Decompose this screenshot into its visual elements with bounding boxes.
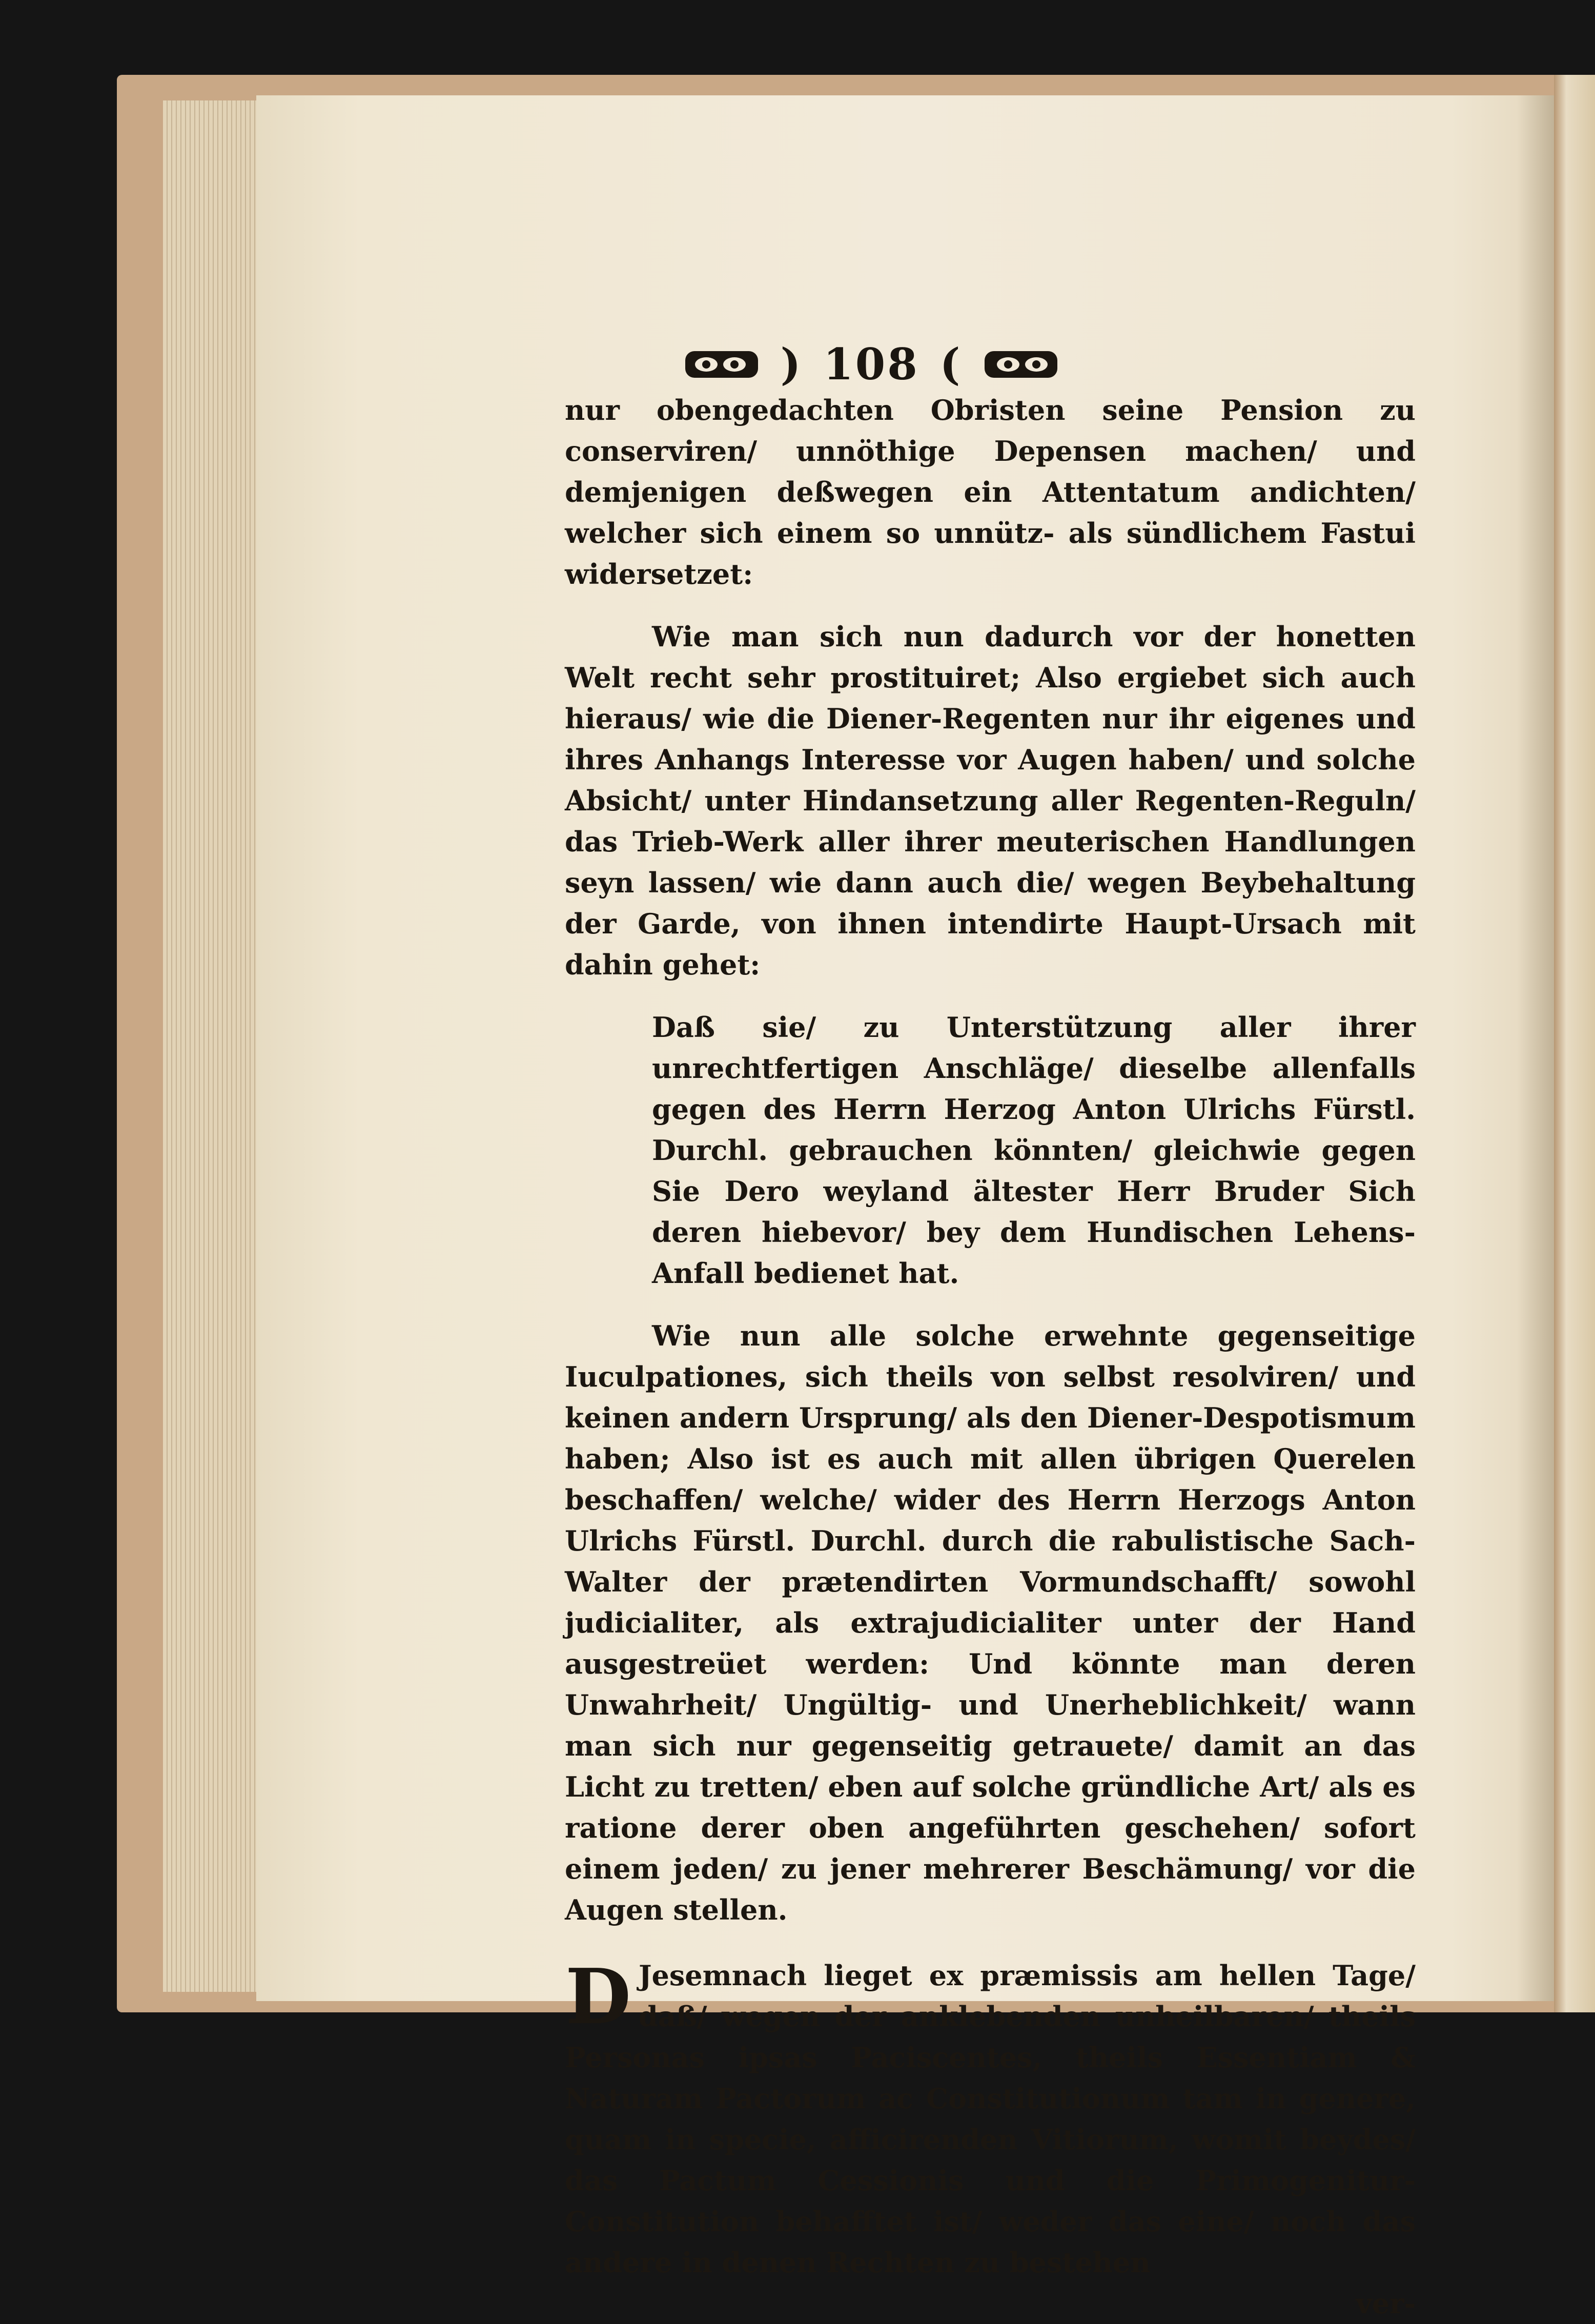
right-ornament-icon [983,346,1059,382]
page-header [564,333,1179,395]
left-ornament-icon [683,346,760,382]
header-paren-right: ( [939,338,963,390]
catchword: ver- [1356,2287,1416,2320]
header-paren-left: ) [780,338,803,390]
paragraph-3: Daß sie/ zu Unterstützung aller ihrer unrechtfertigen Anschläge/ dieselbe allenfalls gegen des Herrn Herzog Anton Ulrichs Fürstl. Durchl. gebrauchen könnten/ gleichwie gegen Sie Dero weyland ältester Herr Bruder Sich deren hiebevor/ bey dem Hundischen Lehens-Anfall bedienet hat. [652,1011,1416,1290]
paragraph-4: Wie nun alle solche erwehnte gegenseitige Iuculpationes, sich theils von selbst resolviren/ und keinen andern Ursprung/ als den Diener-Despotismum haben; Also ist es auch mit allen übrigen Querelen beschaffen/ welche/ wider des Herrn Herzogs Anton Ulrichs Fürstl. Durchl. durch die rabulistische Sach-Walter der prætendirten Vormundschafft/ sowohl judicialiter, als extrajudicialiter unter der Hand ausgestreüet werden: Und könnte man deren Unwahrheit/ Ungültig- und Unerheblichkeit/ wann man sich nur gegenseitig getrauete/ damit an das Licht zu tretten/ eben auf solche gründliche Art/ als es ratione derer oben angeführten geschehen/ sofort einem jeden/ zu jener mehrerer Beschämung/ vor die Augen stellen. [565,1319,1416,1926]
page-number: 108 [823,338,919,390]
body-text [565,390,1416,2324]
paragraph-5-text: Jesemnach lieget ex præmissis am hellen Tage/ daß/ wegen der anklebenden unheilbaren/ theils Personas ipsas Paciscentes, theils Essentiam & Naturam Pactorum ac Constitutionum tam in genere, quam in specie, afficirenden Vitiorum, womit beydes/ das Pactum Cessionis und die Primogenitur-Constitution behafftet ist/ weder das eine/ noch das andere in denen Rechten zu bestehen [565,1959,1416,2279]
paragraph-2: Wie man sich nun dadurch vor der honetten Welt recht sehr prostituiret; Also ergiebet sich auch hieraus/ wie die Diener-Regenten nur ihr eigenes und ihres Anhangs Interesse vor Augen haben/ und solche Absicht/ unter Hindansetzung aller Regenten-Reguln/ das Trieb-Werk aller ihrer meuterischen Handlungen seyn lassen/ wie dann auch die/ wegen Beybehaltung der Garde, von ihnen intendirte Haupt-Ursach mit dahin gehet: [565,620,1416,981]
gutter-shadow [1517,95,1554,2001]
drop-cap: D [565,1952,631,2041]
paragraph-5 [565,1952,1416,2283]
facing-page-edge [1554,75,1595,2012]
paragraph-1: nur obengedachten Obristen seine Pension zu conserviren/ unnöthige Depensen machen/ und demjenigen deßwegen ein Attentatum andichten/ welcher sich einem so unnütz- als sündlichem Fastui widersetzet: [565,394,1416,590]
